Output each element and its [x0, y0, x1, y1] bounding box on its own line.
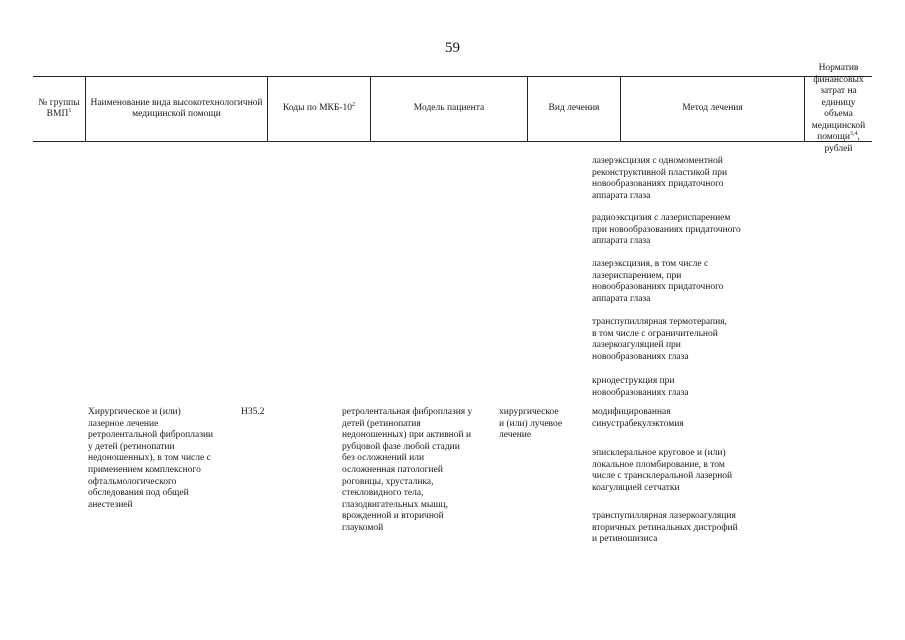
patient-model: ретролентальная фиброплазия у детей (ретинопатия недоношенных) при активной и рубцовой фазе любой стадии без осложнений или осложненная патологией роговицы, хрусталика, стекловидного тела, глазодвигательных мышц, врожденной и вторичной глаукомой — [342, 407, 473, 533]
header-cost-norm: Норматив финансовых затрат на единицу объема медицинской помощи$^{3,4}$, рублей — [811, 63, 866, 154]
header-patient-model: Модель пациента — [413, 103, 485, 114]
method-item: лазерэксцизия с одномоментной реконструктивной пластикой при новообразованиях придаточного аппарата глаза — [592, 156, 728, 201]
header-treatment-method: Метод лечения — [682, 103, 743, 114]
method-item: лазерэксцизия, в том числе с лазериспарением, при новообразованиях придаточного аппарата глаза — [592, 259, 724, 304]
method-item: радиоэксцизия с лазериспарением при новообразованиях придаточного аппарата глаза — [592, 213, 741, 247]
header-icd-codes: Коды по МКБ-$10^2$ — [282, 102, 356, 114]
icd-code: H35.2 — [241, 407, 265, 417]
method-item: криодеструкция при новообразованиях глаза — [592, 376, 689, 398]
header-care-name: Наименование вида высокотехнологичной медицинской помощи — [90, 97, 263, 119]
method-item: транспупиллярная лазеркоагуляция вторичных ретинальных дистрофий и ретиношизиса — [592, 511, 738, 545]
header-group-number: № группы ВМП$^1$ — [38, 97, 80, 119]
page-number: 59 — [445, 40, 460, 56]
table-header — [33, 63, 872, 154]
care-name: Хирургическое и (или) лазерное лечение ретролентальной фиброплазии у детей (ретинопатии недоношенных), в том числе с применением комплексного офтальмологического обследования под общей анестезией — [88, 407, 214, 510]
treatment-type: хирургическое и (или) лучевое лечение — [499, 407, 563, 441]
header-treatment-type: Вид лечения — [548, 103, 600, 114]
method-item: эписклеральное круговое и (или) локальное пломбирование, в том числе с трансклеральной лазерной коагуляцией сетчатки — [592, 448, 733, 493]
method-item: транспупиллярная термотерапия, в том числе с ограничительной лазеркоагуляцией при новообразованиях глаза — [592, 317, 727, 362]
method-item: модифицированная синустрабекулэктомия — [592, 407, 684, 429]
